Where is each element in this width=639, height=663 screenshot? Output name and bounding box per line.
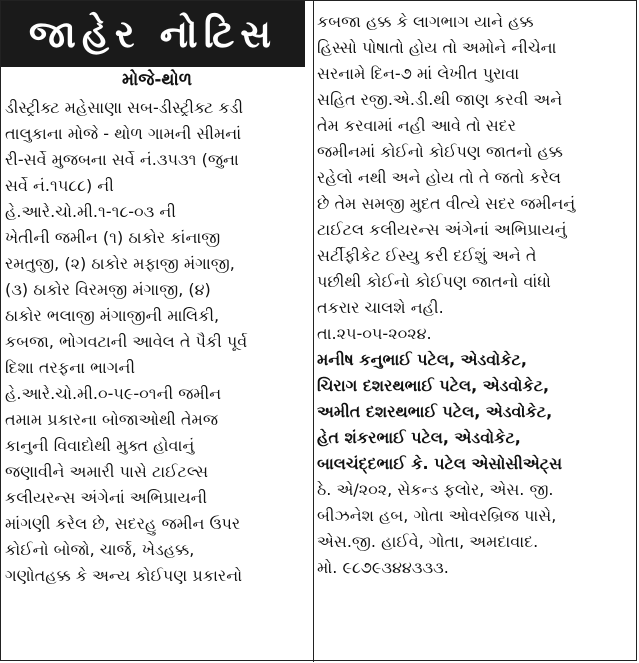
body-line: સર્ટીફીકેટ ઈસ્યુ કરી દઈશું અને તે bbox=[317, 246, 537, 265]
body-line: સહિત રજી.એ.ડી.થી જાણ કરવી અને bbox=[317, 90, 563, 109]
notice-date: તા.૨૫-૦૫-૨૦૨૪. bbox=[317, 324, 432, 343]
body-line: માંગણી કરેલ છે, સદરહુ જમીન ઉપર bbox=[5, 514, 241, 533]
body-line: તકરાર ચાલશે નહી. bbox=[317, 298, 444, 317]
body-line: છે તેમ સમજી મુદત વીત્યે સદર જમીનનું bbox=[317, 194, 576, 213]
advocate-name: ચિરાગ દશરથભાઈ પટેલ, એડવોકેટ, bbox=[317, 376, 550, 395]
column-divider bbox=[313, 1, 314, 662]
body-line: હે.આરે.ચો.મી.૧-૧૮-૦૩ ની bbox=[5, 202, 176, 221]
notice-body-right bbox=[317, 9, 633, 581]
body-line: હિસ્સો પોષાતો હોય તો અમોને નીચેના bbox=[317, 38, 557, 57]
body-line: તમામ પ્રકારના બોજાઓથી તેમજ bbox=[5, 410, 218, 429]
body-line: સરનામે દિન-૭ માં લેખીત પુરાવા bbox=[317, 64, 520, 83]
address-line: ઠે. એ/૨૦૨, સેકન્ડ ફલોર, એસ. જી. bbox=[317, 480, 554, 499]
body-line: પછીથી કોઈનો કોઈપણ જાતનો વાંધો bbox=[317, 272, 551, 291]
advocate-firm: બાલચંદ્દભાઈ કે. પટેલ એસોસીએટ્સ bbox=[317, 454, 563, 473]
advocate-name: મનીષ કનુભાઈ પટેલ, એડવોકેટ, bbox=[317, 350, 527, 369]
address-line: બીઝનેશ હબ, ગોતા ઓવરબ્રિજ પાસે, bbox=[317, 506, 557, 525]
body-line: ખેતીની જમીન (૧) ઠાકોર કાંનાજી bbox=[5, 228, 221, 247]
body-line: તાલુકાના મોજે - થોળ ગામની સીમનાં bbox=[5, 124, 242, 143]
body-line: (૩) ઠાકોર વિરમજી મંગાજી, (૪) bbox=[5, 280, 211, 299]
body-line: જણાવીને અમારી પાસે ટાઈટલ્સ bbox=[5, 462, 209, 481]
body-line: કાનુની વિવાદોથી મુક્ત હોવાનું bbox=[5, 436, 195, 455]
notice-left-column bbox=[1, 1, 313, 662]
body-line: કલીયરન્સ અંગેનાં અભિપ્રાયની bbox=[5, 488, 208, 507]
body-line: કબજા હક્ક કે લાગભાગ યાને હક્ક bbox=[317, 12, 534, 31]
body-line: ટાઈટલ કલીયરન્સ અંગેનાં અભિપ્રાયનું bbox=[317, 220, 567, 239]
advocate-name: અમીત દશરથભાઈ પટેલ, એડવોકેટ, bbox=[317, 402, 553, 421]
body-line: સર્વે નં.૧૫૮૮) ની bbox=[5, 176, 114, 195]
body-line: રહેલો નથી અને હોય તો તે જતો કરેલ bbox=[317, 168, 562, 187]
body-line: તેમ કરવામાં નહી આવે તો સદર bbox=[317, 116, 516, 135]
address-line: એસ.જી. હાઈવે, ગોતા, અમદાવાદ. bbox=[317, 532, 539, 551]
mobile-number: મો. ૯૮૭૯૩૪૪૩૩૩. bbox=[317, 558, 449, 577]
body-line: ગણોતહક્ક કે અન્ય કોઈપણ પ્રકારનો bbox=[5, 566, 243, 585]
body-line: રી-સર્વે મુજબના સર્વે નં.૩૫૩૧ (જુના bbox=[5, 150, 239, 169]
body-line: ઠાકોર ભલાજી મંગાજીની માલિકી, bbox=[5, 306, 220, 325]
notice-title: જાહેર નોટિસ bbox=[1, 1, 305, 67]
notice-body-left bbox=[5, 95, 311, 589]
body-line: જમીનમાં કોઈનો કોઈપણ જાતનો હક્ક bbox=[317, 142, 563, 161]
body-line: ડીસ્ટ્રીક્ટ મહેસાણા સબ-ડીસ્ટ્રીક્ટ કડી bbox=[5, 98, 244, 117]
village-heading: મોજે-થોળ bbox=[122, 70, 192, 90]
body-line: કોઈનો બોજો, ચાર્જ, ખેડહક્ક, bbox=[5, 540, 195, 559]
body-line: કબજા, ભોગવટાની આવેલ તે પૈકી પૂર્વ bbox=[5, 332, 248, 351]
body-line: રમતુજી, (૨) ઠાકોર મફાજી મંગાજી, bbox=[5, 254, 235, 273]
body-line: દિશા તરફના ભાગની bbox=[5, 358, 136, 377]
advocate-name: હેત શંકરભાઈ પટેલ, એડવોકેટ, bbox=[317, 428, 521, 447]
body-line: હે.આરે.ચો.મી.૦-૫૯-૦૧ની જમીન bbox=[5, 384, 222, 403]
notice-right-column bbox=[317, 1, 635, 662]
